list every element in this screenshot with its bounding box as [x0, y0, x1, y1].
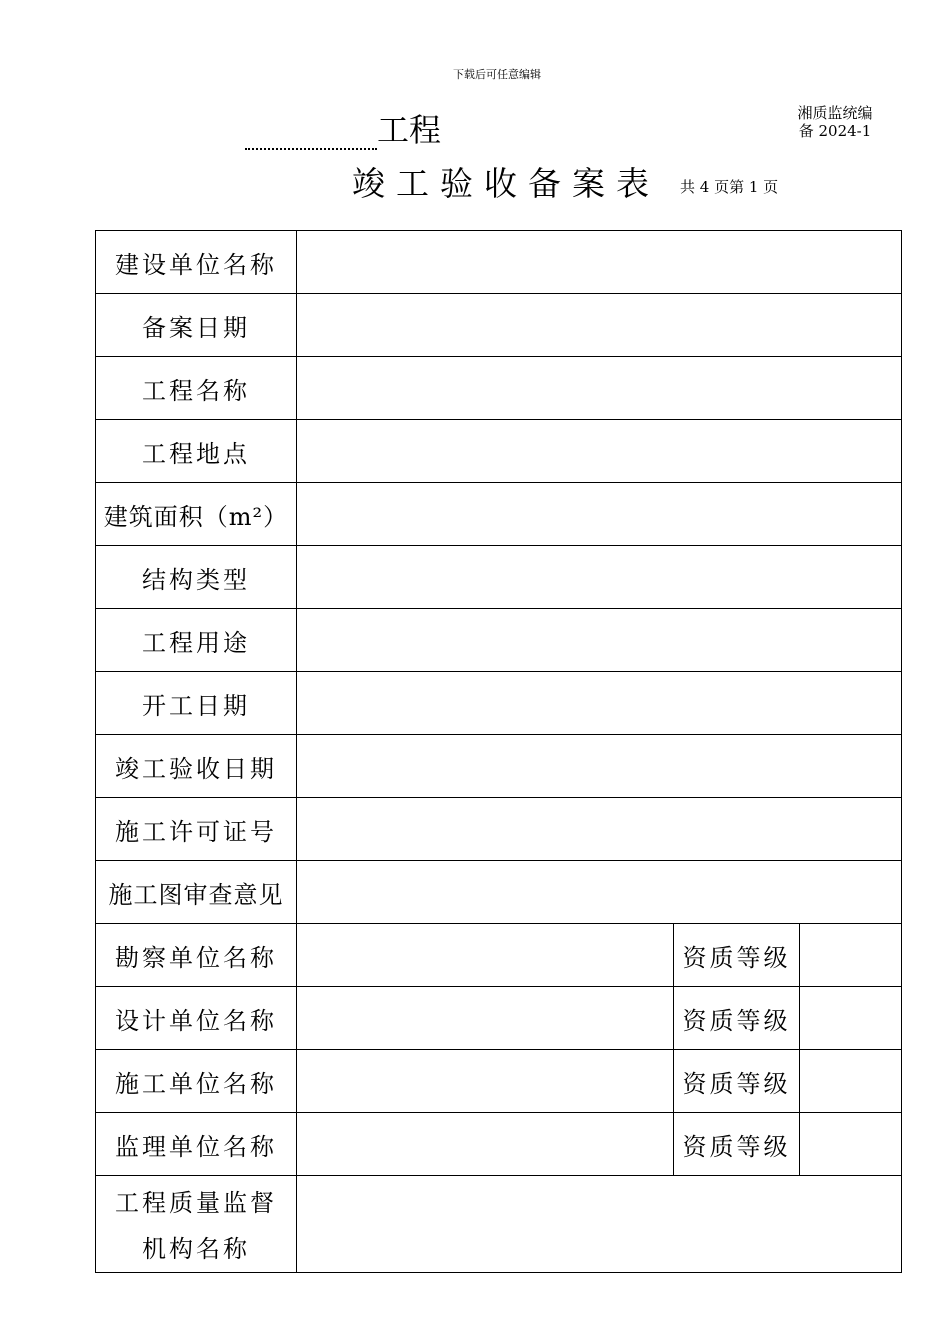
- table-row: [96, 861, 902, 924]
- row-label: 工程用途: [96, 609, 297, 672]
- table-row: [96, 294, 902, 357]
- row-label: 设计单位名称: [96, 987, 297, 1050]
- table-row: [96, 420, 902, 483]
- page-info: 共 4 页第 1 页: [680, 178, 779, 196]
- table-row: [96, 1176, 902, 1273]
- table-row: [96, 735, 902, 798]
- row-label: 施工图审查意见: [96, 861, 297, 924]
- row-label: 建筑面积（m²）: [96, 483, 297, 546]
- row-label: 工程地点: [96, 420, 297, 483]
- table-row: [96, 924, 902, 987]
- row-value[interactable]: [297, 546, 902, 609]
- form-code-line2: 备 2024-1: [798, 122, 872, 140]
- table-row: [96, 357, 902, 420]
- table-row: [96, 672, 902, 735]
- qualification-label: 资质等级: [674, 1113, 800, 1176]
- qualification-value[interactable]: [800, 1050, 902, 1113]
- project-name-line: [245, 110, 441, 150]
- table-row: [96, 798, 902, 861]
- row-label: 开工日期: [96, 672, 297, 735]
- row-label: 施工许可证号: [96, 798, 297, 861]
- row-value[interactable]: [297, 420, 902, 483]
- row-value[interactable]: [297, 609, 902, 672]
- row-label: 备案日期: [96, 294, 297, 357]
- row-label: 结构类型: [96, 546, 297, 609]
- row-label-line2: 机构名称: [142, 1235, 250, 1263]
- row-value[interactable]: [297, 483, 902, 546]
- row-value[interactable]: [297, 1050, 674, 1113]
- table-row: [96, 1050, 902, 1113]
- row-value[interactable]: [297, 357, 902, 420]
- project-name-blank[interactable]: [245, 114, 377, 150]
- row-label: 竣工验收日期: [96, 735, 297, 798]
- qualification-label: 资质等级: [674, 924, 800, 987]
- table-row: [96, 609, 902, 672]
- table-row: [96, 546, 902, 609]
- table-row: [96, 987, 902, 1050]
- header-note: 下载后可任意编辑: [453, 68, 541, 81]
- row-value[interactable]: [297, 672, 902, 735]
- row-value[interactable]: [297, 231, 902, 294]
- qualification-label: 资质等级: [674, 1050, 800, 1113]
- row-value[interactable]: [297, 987, 674, 1050]
- row-label: 监理单位名称: [96, 1113, 297, 1176]
- row-label: 建设单位名称: [96, 231, 297, 294]
- row-value[interactable]: [297, 1176, 902, 1273]
- project-suffix: 工程: [377, 111, 442, 149]
- table-row: [96, 483, 902, 546]
- row-label: 勘察单位名称: [96, 924, 297, 987]
- qualification-value[interactable]: [800, 987, 902, 1050]
- row-label: 工程名称: [96, 357, 297, 420]
- table-row: [96, 1113, 902, 1176]
- table-row: [96, 231, 902, 294]
- row-value[interactable]: [297, 861, 902, 924]
- filing-form-table: [95, 230, 902, 1273]
- qualification-value[interactable]: [800, 924, 902, 987]
- form-code-line1: 湘质监统编: [797, 104, 873, 122]
- row-value[interactable]: [297, 735, 902, 798]
- row-value[interactable]: [297, 924, 674, 987]
- row-value[interactable]: [297, 294, 902, 357]
- qualification-value[interactable]: [800, 1113, 902, 1176]
- page-title: 竣工验收备案表: [352, 164, 660, 203]
- row-label-line1: 工程质量监督: [115, 1189, 277, 1217]
- row-value[interactable]: [297, 1113, 674, 1176]
- qualification-label: 资质等级: [674, 987, 800, 1050]
- row-value[interactable]: [297, 798, 902, 861]
- form-code: [780, 104, 890, 140]
- row-label: [96, 1176, 297, 1273]
- row-label: 施工单位名称: [96, 1050, 297, 1113]
